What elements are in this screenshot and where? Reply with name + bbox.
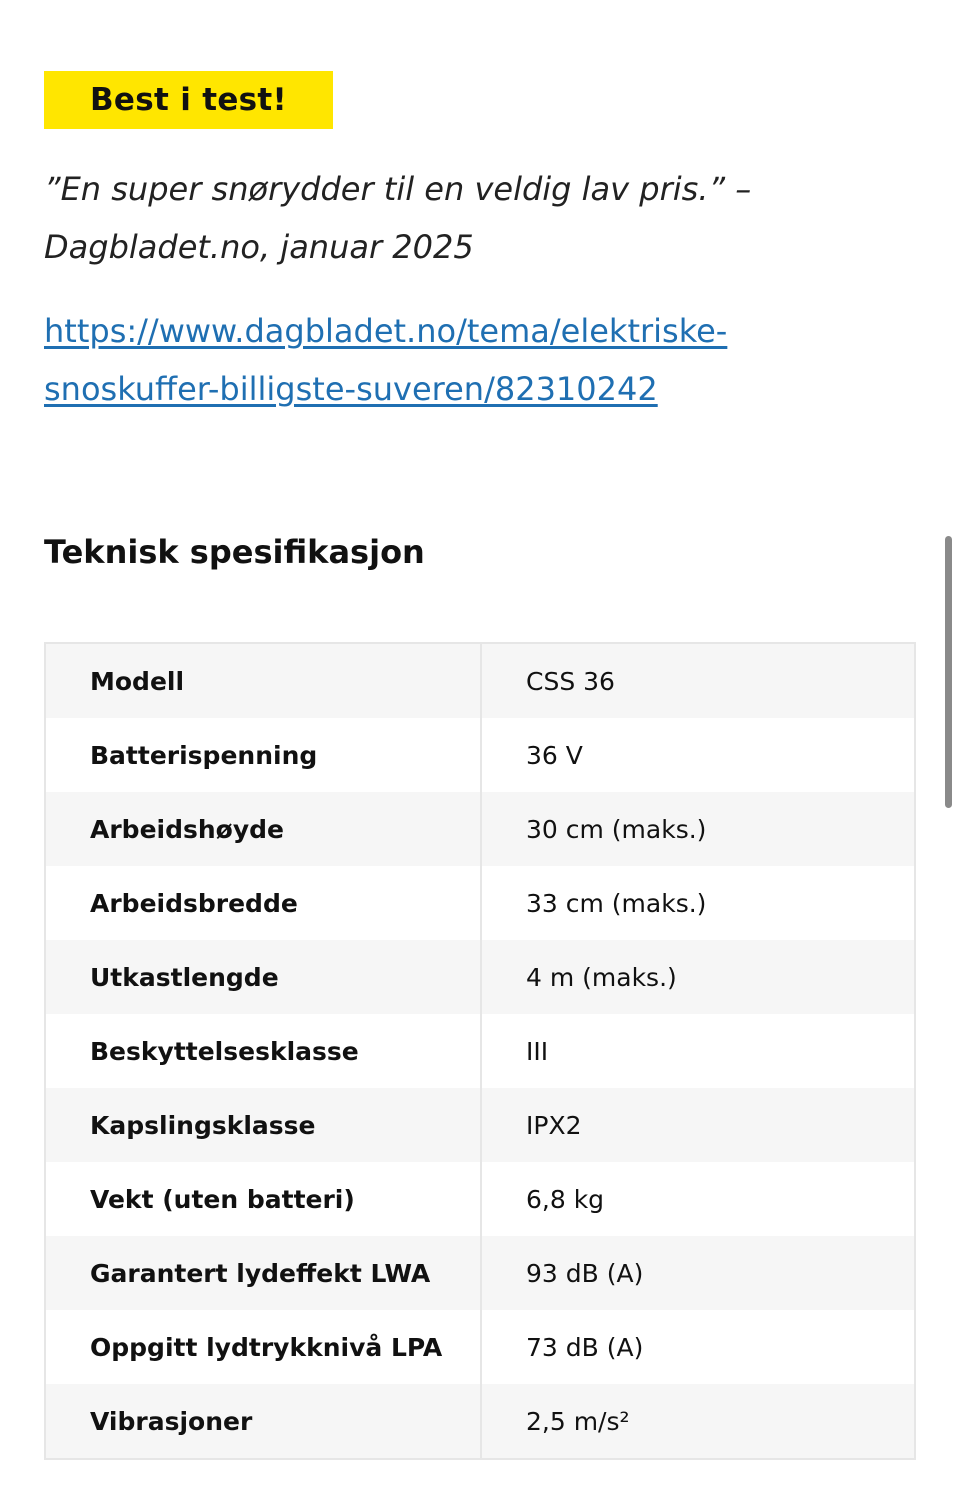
spec-label: Vekt (uten batteri) [46,1162,482,1236]
spec-label: Vibrasjoner [46,1384,482,1458]
spec-label: Modell [46,644,482,718]
spec-label: Kapslingsklasse [46,1088,482,1162]
spec-section-title: Teknisk spesifikasjon [44,533,425,571]
table-row [46,792,914,866]
spec-label: Utkastlengde [46,940,482,1014]
spec-value: 33 cm (maks.) [526,888,707,918]
link-line-1[interactable]: https://www.dagbladet.no/tema/elektriske- [44,312,728,350]
table-row [46,718,914,792]
table-row [46,1162,914,1236]
spec-label: Beskyttelsesklasse [46,1014,482,1088]
table-row [46,1236,914,1310]
table-row [46,1088,914,1162]
quote-line-1: ”En super snørydder til en veldig lav pris.” – [44,170,752,208]
scrollbar-thumb[interactable] [945,536,952,808]
table-row [46,1310,914,1384]
quote-line-2: Dagbladet.no, januar 2025 [44,228,474,266]
review-quote [44,160,904,276]
spec-label: Garantert lydeffekt LWA [46,1236,482,1310]
spec-table [44,642,916,1460]
table-row [46,940,914,1014]
spec-value: 73 dB (A) [526,1332,644,1362]
spec-value: 30 cm (maks.) [526,814,707,844]
review-link[interactable] [44,302,924,418]
table-row [46,866,914,940]
spec-label: Batterispenning [46,718,482,792]
spec-value: IPX2 [526,1110,582,1140]
table-row [46,1014,914,1088]
spec-label: Oppgitt lydtrykknivå LPA [46,1310,482,1384]
spec-value: III [526,1036,549,1066]
spec-value: CSS 36 [526,666,615,696]
spec-value: 36 V [526,740,583,770]
spec-value: 2,5 m/s² [526,1406,630,1436]
badge-label: Best i test! [90,82,287,118]
spec-label: Arbeidshøyde [46,792,482,866]
link-line-2[interactable]: snoskuffer-billigste-suveren/82310242 [44,370,658,408]
spec-label: Arbeidsbredde [46,866,482,940]
spec-value: 6,8 kg [526,1184,605,1214]
best-in-test-badge [44,71,333,129]
spec-value: 4 m (maks.) [526,962,677,992]
table-row [46,644,914,718]
spec-value: 93 dB (A) [526,1258,644,1288]
table-row [46,1384,914,1458]
